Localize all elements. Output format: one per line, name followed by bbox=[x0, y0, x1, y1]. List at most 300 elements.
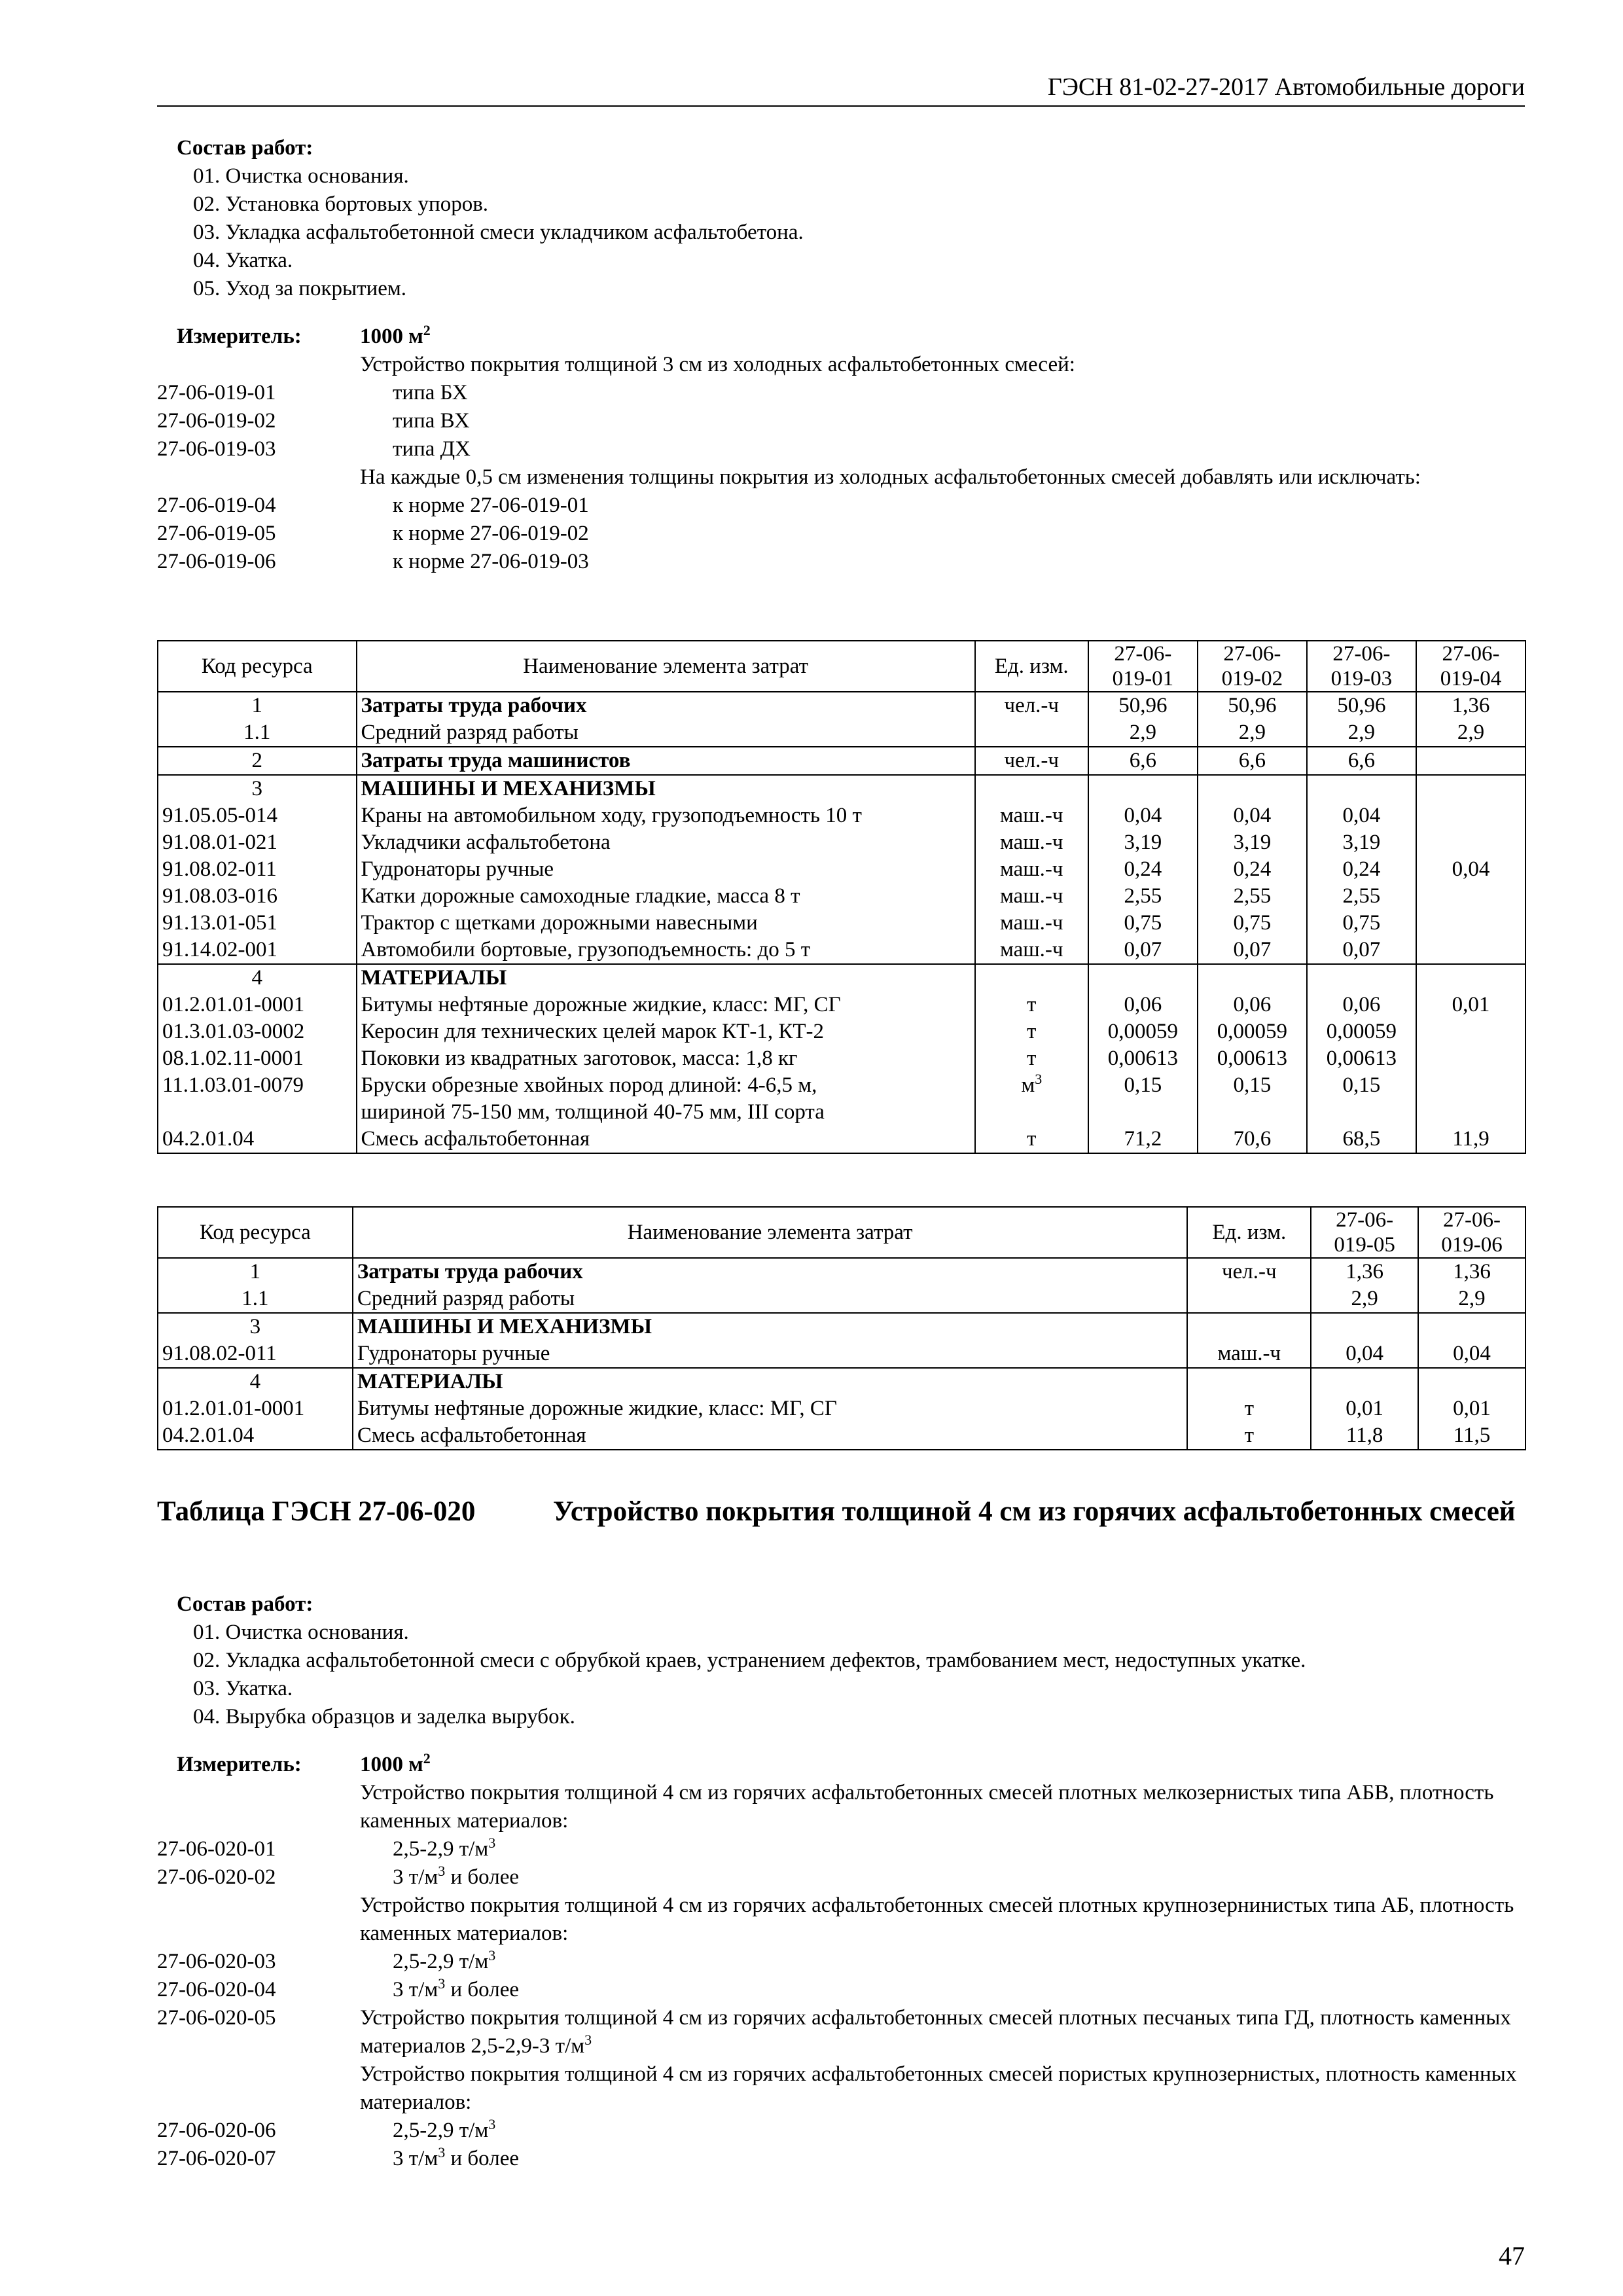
resource-code: 91.05.05-014 bbox=[158, 802, 357, 829]
resource-name: Краны на автомобильном ходу, грузоподъемность 10 т bbox=[357, 802, 975, 829]
norm-value bbox=[1416, 802, 1525, 829]
resource-code: 1.1 bbox=[158, 1285, 353, 1313]
table-row bbox=[158, 1285, 1525, 1313]
resource-name: Укладчики асфальтобетона bbox=[357, 829, 975, 856]
measure-label: Измеритель: bbox=[177, 1753, 302, 1776]
norm-value: 50,96 bbox=[1198, 692, 1307, 719]
group-row bbox=[158, 1258, 1525, 1285]
resource-name: Затраты труда рабочих bbox=[357, 692, 975, 719]
norm-value: 2,55 bbox=[1198, 883, 1307, 910]
header-norm-column bbox=[1307, 641, 1416, 692]
table-row bbox=[158, 1422, 1525, 1450]
norm-list bbox=[157, 1779, 1525, 2173]
norm-value: 50,96 bbox=[1088, 692, 1198, 719]
header-norm-line1: 27-06- bbox=[1332, 642, 1391, 666]
group-row bbox=[158, 692, 1525, 719]
norm-row bbox=[157, 492, 1525, 520]
norm-code: 27-06-019-02 bbox=[157, 409, 276, 433]
norm-code: 27-06-019-04 bbox=[157, 493, 276, 517]
resource-unit bbox=[975, 883, 1088, 910]
norm-value: 0,75 bbox=[1198, 910, 1307, 937]
norm-value bbox=[1307, 775, 1416, 802]
norm-list-b bbox=[157, 492, 1525, 576]
norm-value: 0,00059 bbox=[1198, 1018, 1307, 1045]
table-row bbox=[158, 856, 1525, 883]
header-norm-line2: 019-05 bbox=[1334, 1233, 1395, 1257]
norm-value bbox=[1416, 1072, 1525, 1099]
norm-text-main: Устройство покрытия толщиной 4 см из горячих асфальтобетонных смесей плотных мелкозернистых типа АБВ, плотность каменных материалов: bbox=[360, 1781, 1494, 1833]
work-item: 04. Вырубка образцов и заделка вырубок. bbox=[193, 1705, 575, 1729]
norm-text-main: Устройство покрытия толщиной 4 см из горячих асфальтобетонных смесей плотных крупнозернинистых типа АБ, плотность каменных материалов: bbox=[360, 1893, 1514, 1945]
unit-text: маш.-ч bbox=[999, 831, 1063, 854]
norm-value bbox=[1416, 937, 1525, 964]
norm-value bbox=[1416, 829, 1525, 856]
resource-name: МАШИНЫ И МЕХАНИЗМЫ bbox=[353, 1313, 1188, 1340]
work-item: 01. Очистка основания. bbox=[193, 164, 409, 188]
works-title: Состав работ: bbox=[177, 136, 313, 160]
norm-value bbox=[1088, 775, 1198, 802]
header-norm-line2: 019-06 bbox=[1441, 1233, 1503, 1257]
norm-code bbox=[157, 1779, 360, 1835]
header-norm-line1: 27-06- bbox=[1114, 642, 1172, 666]
norm-row bbox=[157, 1892, 1525, 1948]
measure-unit: 1000 $м^2$ bbox=[360, 1750, 431, 1776]
unit-text: т bbox=[1244, 1397, 1255, 1420]
norm-value bbox=[1198, 964, 1307, 992]
norm-value: 0,04 bbox=[1416, 856, 1525, 883]
norm-value bbox=[1418, 1313, 1525, 1340]
works-list bbox=[157, 1619, 1525, 1731]
table-title bbox=[157, 1494, 1525, 1530]
norm-value: 3,19 bbox=[1198, 829, 1307, 856]
norm-value: 0,04 bbox=[1088, 802, 1198, 829]
norm-text: к норме 27-06-019-01 bbox=[393, 493, 589, 517]
norm-value: 11,5 bbox=[1418, 1422, 1525, 1450]
table-row bbox=[158, 802, 1525, 829]
resource-name: Затраты труда машинистов bbox=[357, 747, 975, 775]
norm-text-main: 2,5-2,9 т/м bbox=[393, 1837, 489, 1861]
resource-name: Смесь асфальтобетонная bbox=[353, 1422, 1188, 1450]
superscript: 3 bbox=[1035, 1071, 1043, 1087]
norm-value: 11,8 bbox=[1311, 1422, 1418, 1450]
resource-unit bbox=[975, 992, 1088, 1018]
norm-value: 0,15 bbox=[1198, 1072, 1307, 1099]
norm-row bbox=[157, 2145, 1525, 2173]
norm-value bbox=[1307, 964, 1416, 992]
table-row bbox=[158, 1395, 1525, 1422]
resource-name: Гудронаторы ручные bbox=[353, 1340, 1188, 1368]
norm-value: 1,36 bbox=[1418, 1258, 1525, 1285]
norm-value: 2,9 bbox=[1418, 1285, 1525, 1313]
norm-value: 70,6 bbox=[1198, 1126, 1307, 1153]
table-row bbox=[158, 829, 1525, 856]
header-unit: Ед. изм. bbox=[975, 641, 1088, 692]
norm-text-tail: и более bbox=[445, 2147, 520, 2170]
norm-value: 2,55 bbox=[1088, 883, 1198, 910]
norm-row bbox=[157, 2060, 1525, 2117]
norm-value: 0,07 bbox=[1198, 937, 1307, 964]
resource-code: 1.1 bbox=[158, 719, 357, 747]
norm-value: 50,96 bbox=[1307, 692, 1416, 719]
norm-text: к норме 27-06-019-02 bbox=[393, 522, 589, 545]
norm-value bbox=[1311, 1368, 1418, 1395]
table-row bbox=[158, 937, 1525, 964]
norm-text bbox=[360, 2145, 1525, 2173]
norm-value: 0,15 bbox=[1307, 1072, 1416, 1099]
norm-code: 27-06-020-07 bbox=[157, 2147, 276, 2170]
header-norm-line1: 27-06- bbox=[1442, 642, 1500, 666]
resource-unit bbox=[975, 719, 1088, 747]
running-header: ГЭСН 81-02-27-2017 Автомобильные дороги bbox=[157, 73, 1525, 107]
norm-code: 27-06-020-01 bbox=[157, 1837, 276, 1861]
header-norm-line2: 019-04 bbox=[1440, 667, 1502, 691]
norm-text bbox=[360, 1835, 1525, 1863]
works-title: Состав работ: bbox=[177, 1592, 313, 1616]
norm-value: 1,36 bbox=[1311, 1258, 1418, 1285]
norm-value: 0,24 bbox=[1198, 856, 1307, 883]
resource-code: 91.08.01-021 bbox=[158, 829, 357, 856]
resource-code: 2 bbox=[158, 747, 357, 775]
norm-intro: Устройство покрытия толщиной 3 см из холодных асфальтобетонных смесей: bbox=[360, 353, 1075, 376]
unit-text: т bbox=[1027, 1047, 1037, 1070]
unit-text: маш.-ч bbox=[999, 857, 1063, 881]
resource-unit bbox=[975, 1018, 1088, 1045]
header-norm-line1: 27-06- bbox=[1223, 642, 1281, 666]
norm-value: 68,5 bbox=[1307, 1126, 1416, 1153]
superscript: 3 bbox=[584, 2032, 592, 2048]
norm-row bbox=[157, 2004, 1525, 2060]
norm-code: 27-06-020-03 bbox=[157, 1950, 276, 1973]
header-unit: Ед. изм. bbox=[1187, 1207, 1311, 1258]
norm-value: 0,07 bbox=[1307, 937, 1416, 964]
norm-value bbox=[1311, 1313, 1418, 1340]
section-2 bbox=[157, 1590, 1525, 2173]
resource-unit bbox=[1187, 1422, 1311, 1450]
norm-value: 0,06 bbox=[1198, 992, 1307, 1018]
norm-text-main: 2,5-2,9 т/м bbox=[393, 1950, 489, 1973]
section-1 bbox=[157, 134, 1525, 576]
norm-value: 0,04 bbox=[1418, 1340, 1525, 1368]
work-item: 03. Укатка. bbox=[193, 1677, 293, 1700]
resource-code: 04.2.01.04 bbox=[158, 1126, 357, 1153]
norm-value bbox=[1416, 775, 1525, 802]
norm-code: 27-06-019-03 bbox=[157, 437, 276, 461]
resource-name: шириной 75-150 мм, толщиной 40-75 мм, III сорта bbox=[357, 1099, 975, 1126]
resource-code: 08.1.02.11-0001 bbox=[158, 1045, 357, 1072]
header-name: Наименование элемента затрат bbox=[353, 1207, 1188, 1258]
norm-value bbox=[1416, 1045, 1525, 1072]
header-norm-line1: 27-06- bbox=[1336, 1208, 1394, 1232]
resource-unit bbox=[975, 856, 1088, 883]
norm-row bbox=[157, 407, 1525, 435]
norm-value: 0,04 bbox=[1307, 802, 1416, 829]
resource-table-2 bbox=[157, 1206, 1526, 1450]
table-row bbox=[158, 883, 1525, 910]
norm-text bbox=[360, 1948, 1525, 1976]
norm-value bbox=[1416, 910, 1525, 937]
norm-value: 0,01 bbox=[1311, 1395, 1418, 1422]
measure-line bbox=[157, 323, 1525, 351]
norm-value: 0,00059 bbox=[1307, 1018, 1416, 1045]
work-item: 02. Укладка асфальтобетонной смеси с обрубкой краев, устранением дефектов, трамбованием мест, недоступных укатке. bbox=[193, 1649, 1306, 1672]
header-name: Наименование элемента затрат bbox=[357, 641, 975, 692]
header-norm-line2: 019-01 bbox=[1112, 667, 1174, 691]
norm-value bbox=[1416, 883, 1525, 910]
norm-row bbox=[157, 1948, 1525, 1976]
norm-code: 27-06-019-01 bbox=[157, 381, 276, 404]
resource-name: Поковки из квадратных заготовок, масса: 1,8 кг bbox=[357, 1045, 975, 1072]
norm-text bbox=[360, 2117, 1525, 2145]
group-row bbox=[158, 747, 1525, 775]
norm-value: 2,55 bbox=[1307, 883, 1416, 910]
header-norm-line2: 019-02 bbox=[1221, 667, 1283, 691]
norm-value: 0,00613 bbox=[1088, 1045, 1198, 1072]
group-row bbox=[158, 1313, 1525, 1340]
work-item: 05. Уход за покрытием. bbox=[193, 277, 407, 300]
resource-code: 91.08.02-011 bbox=[158, 1340, 353, 1368]
resource-code bbox=[158, 1099, 357, 1126]
resource-unit bbox=[1187, 1395, 1311, 1422]
header-norm-column bbox=[1416, 641, 1525, 692]
norm-value: 0,01 bbox=[1416, 992, 1525, 1018]
norm-value: 6,6 bbox=[1088, 747, 1198, 775]
resource-unit bbox=[975, 692, 1088, 719]
superscript: 3 bbox=[438, 1863, 446, 1879]
measure-line bbox=[157, 1751, 1525, 1779]
resource-unit bbox=[975, 829, 1088, 856]
resource-unit bbox=[1187, 1368, 1311, 1395]
work-item: 01. Очистка основания. bbox=[193, 1621, 409, 1644]
norm-value: 0,24 bbox=[1307, 856, 1416, 883]
resource-unit bbox=[975, 1045, 1088, 1072]
table-row bbox=[158, 910, 1525, 937]
resource-name: Автомобили бортовые, грузоподъемность: до 5 т bbox=[357, 937, 975, 964]
norm-row bbox=[157, 2117, 1525, 2145]
resource-unit bbox=[1187, 1258, 1311, 1285]
resource-code: 01.2.01.01-0001 bbox=[158, 992, 357, 1018]
norm-value bbox=[1416, 747, 1525, 775]
table-row bbox=[158, 992, 1525, 1018]
unit-text: м bbox=[1021, 1073, 1035, 1097]
norm-value: 0,15 bbox=[1088, 1072, 1198, 1099]
resource-name: Смесь асфальтобетонная bbox=[357, 1126, 975, 1153]
resource-name: Гудронаторы ручные bbox=[357, 856, 975, 883]
norm-text bbox=[360, 2004, 1525, 2060]
norm-value: 0,75 bbox=[1088, 910, 1198, 937]
resource-unit bbox=[975, 1126, 1088, 1153]
norm-text-tail: и более bbox=[445, 1865, 520, 1889]
resource-code: 91.08.03-016 bbox=[158, 883, 357, 910]
header-norm-column bbox=[1418, 1207, 1525, 1258]
unit-text: т bbox=[1244, 1424, 1255, 1447]
superscript: 3 bbox=[488, 1947, 496, 1964]
norm-code bbox=[157, 2060, 360, 2117]
norm-value: 11,9 bbox=[1416, 1126, 1525, 1153]
norm-code: 27-06-020-02 bbox=[157, 1865, 276, 1889]
norm-code: 27-06-020-06 bbox=[157, 2119, 276, 2142]
norm-value: 0,75 bbox=[1307, 910, 1416, 937]
norm-row bbox=[157, 1779, 1525, 1835]
resource-code: 01.2.01.01-0001 bbox=[158, 1395, 353, 1422]
norm-text-tail: и более bbox=[445, 1978, 520, 2001]
norm-row bbox=[157, 1863, 1525, 1892]
resource-name: Катки дорожные самоходные гладкие, масса 8 т bbox=[357, 883, 975, 910]
table-row bbox=[158, 719, 1525, 747]
norm-row bbox=[157, 520, 1525, 548]
resource-unit bbox=[975, 747, 1088, 775]
resource-name: Трактор с щетками дорожными навесными bbox=[357, 910, 975, 937]
norm-value: 3,19 bbox=[1088, 829, 1198, 856]
resource-name: Битумы нефтяные дорожные жидкие, класс: МГ, СГ bbox=[357, 992, 975, 1018]
resource-unit bbox=[975, 1072, 1088, 1099]
norm-value: 2,9 bbox=[1307, 719, 1416, 747]
unit-text: маш.-ч bbox=[999, 884, 1063, 908]
norm-text-main: 2,5-2,9 т/м bbox=[393, 2119, 489, 2142]
table-number: Таблица ГЭСН 27-06-020 bbox=[157, 1496, 476, 1527]
norm-text-main: Устройство покрытия толщиной 4 см из горячих асфальтобетонных смесей пористых крупнозернистых, плотность каменных материалов: bbox=[360, 2062, 1517, 2114]
norm-list-a bbox=[157, 379, 1525, 463]
norm-text: типа ДХ bbox=[393, 437, 471, 461]
resource-unit bbox=[1187, 1313, 1311, 1340]
unit-text: маш.-ч bbox=[999, 938, 1063, 961]
norm-text bbox=[360, 1863, 1525, 1892]
resource-unit bbox=[975, 775, 1088, 802]
table-row bbox=[158, 1045, 1525, 1072]
norm-code: 27-06-019-06 bbox=[157, 550, 276, 573]
superscript: 3 bbox=[438, 2144, 446, 2161]
norm-text bbox=[360, 2060, 1525, 2117]
norm-value: 0,00059 bbox=[1088, 1018, 1198, 1045]
resource-table-1 bbox=[157, 640, 1526, 1154]
norm-value: 2,9 bbox=[1416, 719, 1525, 747]
group-row bbox=[158, 775, 1525, 802]
table-name: Устройство покрытия толщиной 4 см из горячих асфальтобетонных смесей bbox=[553, 1496, 1516, 1527]
norm-value bbox=[1198, 1099, 1307, 1126]
resource-name: МАТЕРИАЛЫ bbox=[357, 964, 975, 992]
norm-value: 0,01 bbox=[1418, 1395, 1525, 1422]
resource-name: МАТЕРИАЛЫ bbox=[353, 1368, 1188, 1395]
resource-unit bbox=[975, 1099, 1088, 1126]
table-row bbox=[158, 1099, 1525, 1126]
resource-code: 91.14.02-001 bbox=[158, 937, 357, 964]
norm-code bbox=[157, 1892, 360, 1948]
resource-unit bbox=[975, 910, 1088, 937]
resource-name: Затраты труда рабочих bbox=[353, 1258, 1188, 1285]
resource-code: 4 bbox=[158, 964, 357, 992]
group-row bbox=[158, 964, 1525, 992]
resource-code: 1 bbox=[158, 692, 357, 719]
unit-text: маш.-ч bbox=[1217, 1342, 1281, 1365]
norm-text-main: Устройство покрытия толщиной 4 см из горячих асфальтобетонных смесей плотных песчаных типа ГД, плотность каменных материалов 2,5-2,9-3 т/м bbox=[360, 2006, 1511, 2058]
unit-text: чел.-ч bbox=[1004, 749, 1060, 772]
norm-text: типа БХ bbox=[393, 381, 468, 404]
norm-value: 0,00613 bbox=[1198, 1045, 1307, 1072]
norm-code: 27-06-020-05 bbox=[157, 2006, 276, 2030]
resource-name: Керосин для технических целей марок КТ-1, КТ-2 bbox=[357, 1018, 975, 1045]
norm-intro: На каждые 0,5 см изменения толщины покрытия из холодных асфальтобетонных смесей добавлять или исключать: bbox=[360, 465, 1421, 489]
norm-row bbox=[157, 435, 1525, 463]
norm-value: 0,04 bbox=[1198, 802, 1307, 829]
superscript: 3 bbox=[488, 2116, 496, 2132]
measure-label: Измеритель: bbox=[177, 325, 302, 348]
unit-text: чел.-ч bbox=[1004, 694, 1060, 717]
norm-row bbox=[157, 1835, 1525, 1863]
table-row bbox=[158, 1018, 1525, 1045]
work-item: 03. Укладка асфальтобетонной смеси укладчиком асфальтобетона. bbox=[193, 221, 804, 244]
table-row bbox=[158, 1072, 1525, 1099]
norm-value: 3,19 bbox=[1307, 829, 1416, 856]
resource-unit bbox=[1187, 1340, 1311, 1368]
norm-row bbox=[157, 1976, 1525, 2004]
resource-name: Бруски обрезные хвойных пород длиной: 4-6,5 м, bbox=[357, 1072, 975, 1099]
unit-text: т bbox=[1027, 993, 1037, 1016]
norm-value bbox=[1416, 1018, 1525, 1045]
work-item: 02. Установка бортовых упоров. bbox=[193, 192, 489, 216]
unit-text: т bbox=[1027, 1020, 1037, 1043]
norm-text: типа ВХ bbox=[393, 409, 470, 433]
norm-value bbox=[1088, 1099, 1198, 1126]
norm-row bbox=[157, 548, 1525, 576]
norm-code: 27-06-019-05 bbox=[157, 522, 276, 545]
norm-code: 27-06-020-04 bbox=[157, 1978, 276, 2001]
measure-unit: 1000 $м^2$ bbox=[360, 322, 431, 348]
norm-text-main: 3 т/м bbox=[393, 1978, 438, 2001]
norm-value bbox=[1307, 1099, 1416, 1126]
superscript: 3 bbox=[488, 1835, 496, 1851]
resource-unit bbox=[975, 964, 1088, 992]
norm-value: 2,9 bbox=[1088, 719, 1198, 747]
unit-text: чел.-ч bbox=[1222, 1260, 1277, 1283]
norm-value: 1,36 bbox=[1416, 692, 1525, 719]
norm-text bbox=[360, 1892, 1525, 1948]
resource-code: 3 bbox=[158, 775, 357, 802]
table-row bbox=[158, 1126, 1525, 1153]
norm-text-main: 3 т/м bbox=[393, 1865, 438, 1889]
norm-value bbox=[1418, 1368, 1525, 1395]
norm-value: 6,6 bbox=[1307, 747, 1416, 775]
norm-value bbox=[1198, 775, 1307, 802]
norm-value: 6,6 bbox=[1198, 747, 1307, 775]
norm-value: 0,06 bbox=[1307, 992, 1416, 1018]
resource-code: 3 bbox=[158, 1313, 353, 1340]
norm-text bbox=[360, 1779, 1525, 1835]
norm-value: 2,9 bbox=[1198, 719, 1307, 747]
group-row bbox=[158, 1368, 1525, 1395]
norm-text: к норме 27-06-019-03 bbox=[393, 550, 589, 573]
resource-name: МАШИНЫ И МЕХАНИЗМЫ bbox=[357, 775, 975, 802]
resource-code: 4 bbox=[158, 1368, 353, 1395]
work-item: 04. Укатка. bbox=[193, 249, 293, 272]
norm-value bbox=[1416, 964, 1525, 992]
norm-text bbox=[360, 1976, 1525, 2004]
resource-name: Средний разряд работы bbox=[357, 719, 975, 747]
resource-name: Битумы нефтяные дорожные жидкие, класс: МГ, СГ bbox=[353, 1395, 1188, 1422]
resource-unit bbox=[1187, 1285, 1311, 1313]
norm-text-main: 3 т/м bbox=[393, 2147, 438, 2170]
resource-code: 01.3.01.03-0002 bbox=[158, 1018, 357, 1045]
page-number: 47 bbox=[1499, 2241, 1525, 2270]
unit-text: маш.-ч bbox=[999, 804, 1063, 827]
superscript: 3 bbox=[438, 1975, 446, 1992]
norm-value: 0,00613 bbox=[1307, 1045, 1416, 1072]
resource-code: 91.13.01-051 bbox=[158, 910, 357, 937]
header-code: Код ресурса bbox=[158, 641, 357, 692]
header-code: Код ресурса bbox=[158, 1207, 353, 1258]
norm-value: 0,07 bbox=[1088, 937, 1198, 964]
header-norm-column bbox=[1311, 1207, 1418, 1258]
unit-text: т bbox=[1027, 1127, 1037, 1151]
works-list bbox=[157, 162, 1525, 303]
